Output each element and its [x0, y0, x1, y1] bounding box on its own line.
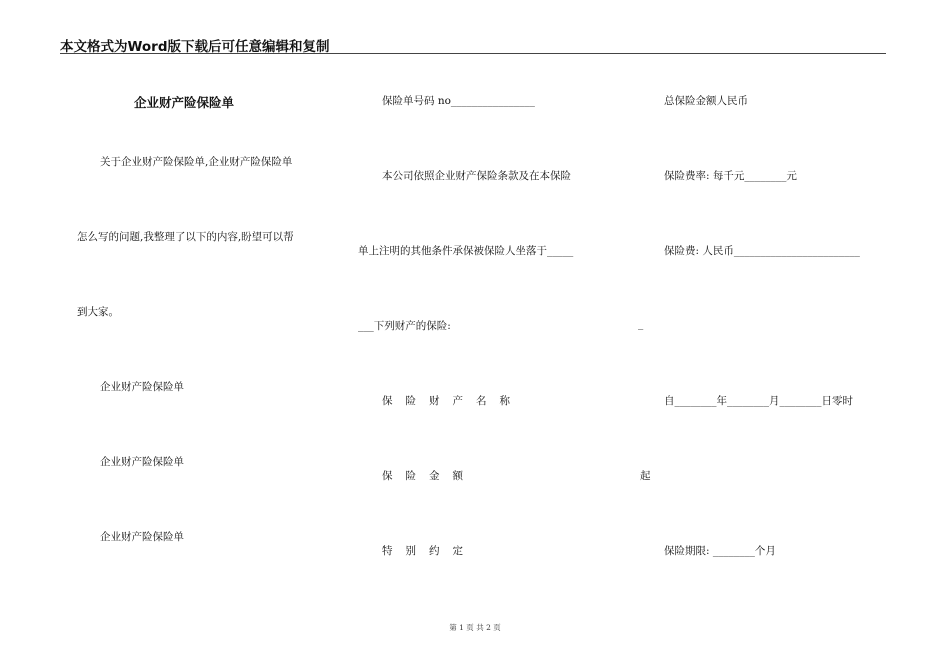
- list-item-2: 企业财产险保险单: [100, 456, 184, 468]
- page-footer: 第 1 页 共 2 页: [449, 623, 501, 632]
- list-item-1: 企业财产险保险单: [100, 381, 184, 393]
- header-text: 本文格式为Word版下载后可任意编辑和复制: [60, 39, 330, 55]
- document-title: 企业财产险保险单: [134, 95, 235, 110]
- underscore-mark: _: [638, 318, 644, 330]
- list-item-3: 企业财产险保险单: [100, 531, 184, 543]
- clause-line-3: ___下列财产的保险:: [358, 320, 451, 332]
- insured-amount-label: 保险金额: [382, 470, 476, 482]
- property-name-label: 保险财产名称: [382, 395, 523, 407]
- start-date: 自________年________月________日零时: [664, 395, 853, 407]
- special-terms-label: 特别约定: [382, 545, 476, 557]
- intro-line-1: 关于企业财产险保险单,企业财产险保险单: [100, 156, 293, 168]
- premium-rate: 保险费率: 每千元________元: [664, 170, 797, 182]
- page-header: [60, 35, 886, 54]
- intro-line-2: 怎么写的问题,我整理了以下的内容,盼望可以帮: [77, 231, 294, 243]
- start-word: 起: [640, 470, 651, 482]
- insurance-period: 保险期限: ________个月: [664, 545, 776, 557]
- premium-amount: 保险费: 人民币________________________: [664, 245, 860, 257]
- clause-line-2: 单上注明的其他条件承保被保险人坐落于_____: [358, 245, 574, 257]
- intro-line-3: 到大家。: [77, 306, 119, 318]
- policy-number: 保险单号码 no________________: [382, 95, 535, 107]
- total-amount-label: 总保险金额人民币: [664, 95, 748, 107]
- clause-line-1: 本公司依照企业财产保险条款及在本保险: [382, 170, 571, 182]
